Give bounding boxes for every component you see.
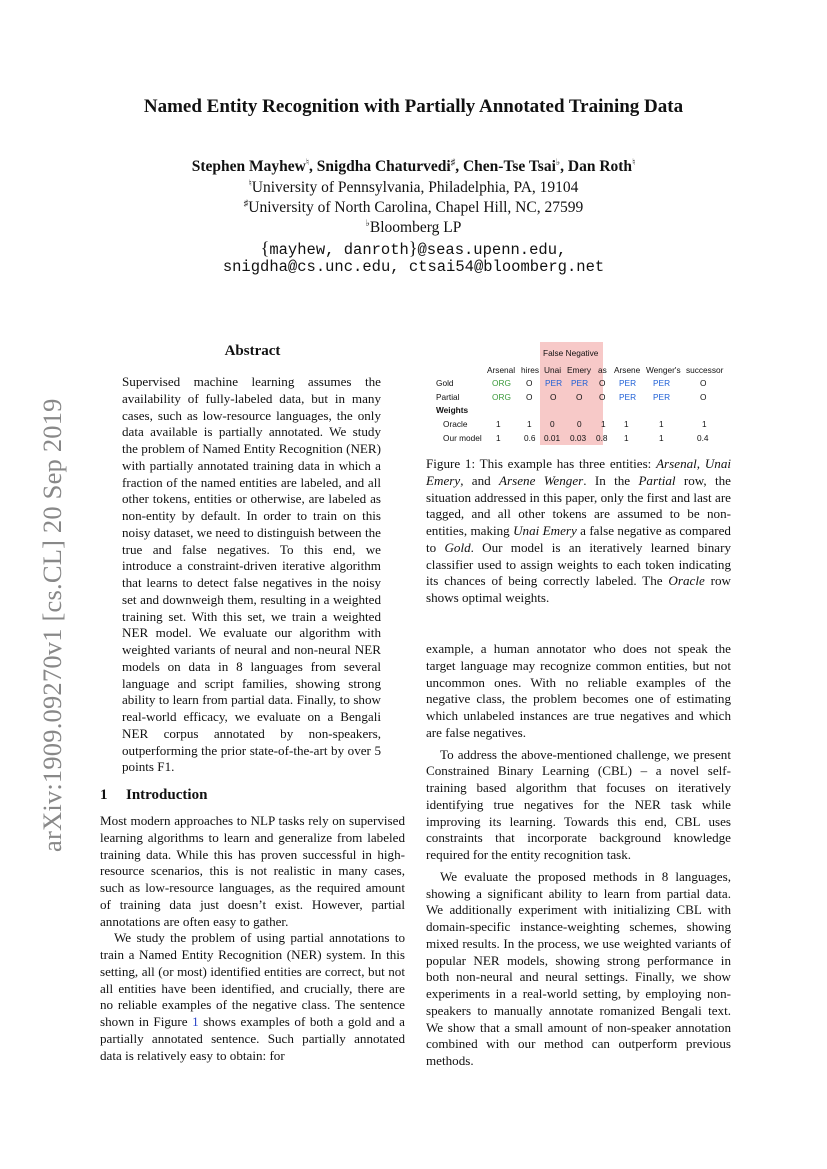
author-mark: ♮	[305, 157, 310, 167]
weight-cell: 0	[577, 419, 582, 429]
caption-fragment: row, the situation addressed in this paper, only the first and last are tagged, and all other tokens are assumed to be non-entities, making	[426, 472, 731, 538]
author-name: Chen-Tse Tsai	[462, 158, 556, 175]
affiliation	[0, 198, 827, 217]
token-header: successor	[686, 365, 724, 375]
tag-cell: ORG	[492, 392, 511, 402]
token-header: Emery	[567, 365, 591, 375]
weight-cell: 1	[702, 419, 707, 429]
tag-cell: O	[526, 392, 533, 402]
weight-cell: 0.8	[596, 433, 608, 443]
author-name: Dan Roth	[567, 158, 633, 175]
paragraph	[100, 930, 405, 1064]
tag-cell: O	[700, 392, 707, 402]
caption-emphasis: Unai Emery	[426, 456, 731, 488]
tag-cell: PER	[653, 378, 671, 388]
caption-fragment: This example has three entities:	[475, 456, 657, 471]
tag-cell: O	[700, 378, 707, 388]
brace-close: }	[408, 238, 418, 258]
author-list	[0, 157, 827, 176]
author-mark: ♮	[632, 157, 636, 167]
caption-emphasis: Arsenal	[656, 456, 697, 471]
abstract-text: Supervised machine learning assumes the availability of fully-labeled data, but in many cases, such as low-resource languages, the only data available is partially annotated. We study the problem of Named Entity Recognition (NER) with partially annotated training data in which a fraction of the named entities are labeled, and all other tokens, entities or otherwise, are labeled as non-entity by default. In order to train on this noisy dataset, we need to distinguish between the true and false negatives. To this end, we introduce a constraint-driven iterative algorithm that learns to detect false negatives in the noisy set and downweigh them, resulting in a weighted training set. With this set, we train a weighted NER model. We evaluate our algorithm with weighted variants of neural and non-neural NER models on data in 8 languages from several language and script families, showing strong ability to learn from partial data. Finally, to show real-world efficacy, we evaluate on a Bengali NER corpus annotated by non-speakers, outperforming the prior state-of-the-art by over 5 points F1.	[122, 374, 381, 775]
author-mark: ♯	[450, 157, 456, 167]
affiliation	[0, 218, 827, 237]
section-title: Introduction	[126, 787, 208, 803]
author-name: Stephen Mayhew	[191, 158, 306, 175]
affiliation-mark: ♭	[365, 218, 370, 228]
paragraph-text: We study the problem of using partial annotations to train a Named Entity Recognition (NER) system. In this setting, all (or most) identified entities are correct, but not all entities have been identified, and crucially, there are no reliable examples of the negative class. The sentence shown in Figure	[100, 930, 405, 1029]
affiliation-mark: ♯	[243, 198, 249, 208]
tag-cell: O	[599, 392, 606, 402]
weight-cell: 1	[601, 419, 606, 429]
author-name: Snigdha Chaturvedi	[316, 158, 451, 175]
caption-fragment: , and	[460, 472, 500, 488]
token-header: Unai	[544, 365, 562, 375]
false-negative-label: False Negative	[543, 348, 599, 358]
tag-cell: PER	[653, 392, 671, 402]
abstract-heading: Abstract	[224, 343, 281, 359]
weight-cell: 0	[550, 419, 555, 429]
weights-heading: Weights	[436, 405, 469, 415]
row-label: Our model	[443, 433, 482, 443]
affiliation-mark: ♮	[248, 178, 252, 188]
section-heading	[100, 787, 207, 804]
caption-text	[426, 456, 731, 607]
token-header: hires	[521, 365, 539, 375]
paper-title: Named Entity Recognition with Partially Annotated Training Data	[143, 96, 684, 117]
token-header: as	[598, 365, 607, 375]
affiliation	[0, 178, 827, 197]
caption-fragment: ,	[696, 456, 705, 471]
weight-cell: 1	[624, 419, 629, 429]
weight-cell: 0.03	[570, 433, 587, 443]
author-separator: ,	[560, 158, 568, 175]
right-column-body	[426, 641, 731, 1070]
paragraph: Most modern approaches to NLP tasks rely on supervised learning algorithms to learn and generalize from labeled training data. While this has proven successful in high-resource scenarios, this is not realistic in many cases, such as low-resource languages, as the required amount of training data just doesn’t exist. However, partial annotations are often easy to gather.	[100, 813, 405, 929]
token-header: Arsenal	[487, 365, 516, 375]
caption-fragment: row shows optimal weights.	[426, 573, 731, 605]
arxiv-stamp	[16, 362, 67, 852]
email-names[interactable]: mayhew, danroth	[269, 241, 409, 259]
tag-cell: O	[526, 378, 533, 388]
paragraph-text: shows examples of both a gold and a partially annotated sentence. Such partially annotated data is relatively easy to obtain: for	[100, 1014, 405, 1063]
tag-cell: PER	[571, 378, 589, 388]
caption-emphasis: Oracle	[668, 573, 705, 589]
weight-cell: 1	[527, 419, 532, 429]
token-header: Arsene	[614, 365, 641, 375]
affiliation-text: University of North Carolina, Chapel Hill, NC, 27599	[248, 199, 584, 216]
caption-emphasis: Partial	[638, 472, 676, 488]
weight-cell: 0.4	[697, 433, 709, 443]
figure-reference-link[interactable]: 1	[192, 1014, 199, 1029]
tag-cell: PER	[619, 378, 637, 388]
abstract-body	[122, 374, 381, 776]
figure-caption	[426, 456, 731, 607]
weight-cell: 1	[496, 419, 501, 429]
author-separator: ,	[309, 158, 317, 175]
paragraph: To address the above-mentioned challenge, we present Constrained Binary Learning (CBL) – a novel self-training based algorithm that focuses on iteratively identifying true negatives for the NER task while improving its learning. Towards this end, CBL uses constraints that incorporate background knowledge required for the entity recognition task.	[426, 746, 731, 862]
caption-emphasis: Unai Emery	[513, 523, 577, 538]
email-line	[0, 238, 827, 259]
token-header: Wenger's	[646, 365, 681, 375]
caption-fragment: . Our model is an iteratively learned binary classifier used to assign weights to each token indicating its chances of being correctly labeled. The	[426, 539, 731, 589]
email-domain[interactable]: @seas.upenn.edu,	[417, 241, 567, 259]
weight-cell: 0.01	[544, 433, 561, 443]
paragraph: We evaluate the proposed methods in 8 languages, showing a significant ability to learn from partial data. We additionally experiment with initializing CBL with domain-specific instance-weighting schemes, showing mixed results. In the process, we use weighted variants of popular NER models, showing strong performance in both non-neural and neural settings. Finally, we show experiments in a real-world setting, by employing non-speakers to manually annotate romanized Bengali text. We show that a small amount of non-speaker annotation combined with our method can outperform previous methods.	[426, 868, 731, 1068]
caption-label: Figure 1:	[426, 456, 476, 471]
caption-emphasis: Gold	[444, 539, 471, 555]
tag-cell: O	[550, 392, 557, 402]
affiliation-text: Bloomberg LP	[369, 219, 462, 236]
author-mark: ♭	[555, 157, 561, 167]
email-line[interactable]: snigdha@cs.unc.edu, ctsai54@bloomberg.net	[222, 258, 605, 276]
author-separator: ,	[455, 158, 463, 175]
affiliation-text: University of Pennsylvania, Philadelphia, PA, 19104	[251, 179, 579, 196]
row-label: Gold	[436, 378, 454, 388]
tag-cell: O	[576, 392, 583, 402]
weight-cell: 1	[659, 433, 664, 443]
tag-cell: PER	[619, 392, 637, 402]
weight-cell: 0.6	[524, 433, 536, 443]
tag-cell: O	[599, 378, 606, 388]
weight-cell: 1	[496, 433, 501, 443]
intro-body	[100, 813, 405, 1064]
row-label: Oracle	[443, 419, 468, 429]
paragraph: example, a human annotator who does not speak the target language may recognize common entities, but not uncommon ones. With no reliable examples of the negative class, the problem becomes one of estimating which unlabeled instances are true negatives and which are false negatives.	[426, 641, 731, 740]
weight-cell: 1	[659, 419, 664, 429]
row-label: Partial	[436, 392, 460, 402]
caption-emphasis: Arsene Wenger	[499, 472, 584, 488]
arxiv-identifier[interactable]: arXiv:1909.09270v1 [cs.CL] 20 Sep 2019	[37, 398, 67, 852]
caption-fragment: a false negative as compared to	[426, 523, 731, 555]
caption-fragment: . In the	[583, 472, 639, 488]
brace-open: {	[260, 238, 270, 258]
weight-cell: 1	[624, 433, 629, 443]
section-number: 1	[100, 787, 108, 803]
tag-cell: ORG	[492, 378, 511, 388]
figure-1-table	[430, 342, 730, 442]
tag-cell: PER	[545, 378, 563, 388]
